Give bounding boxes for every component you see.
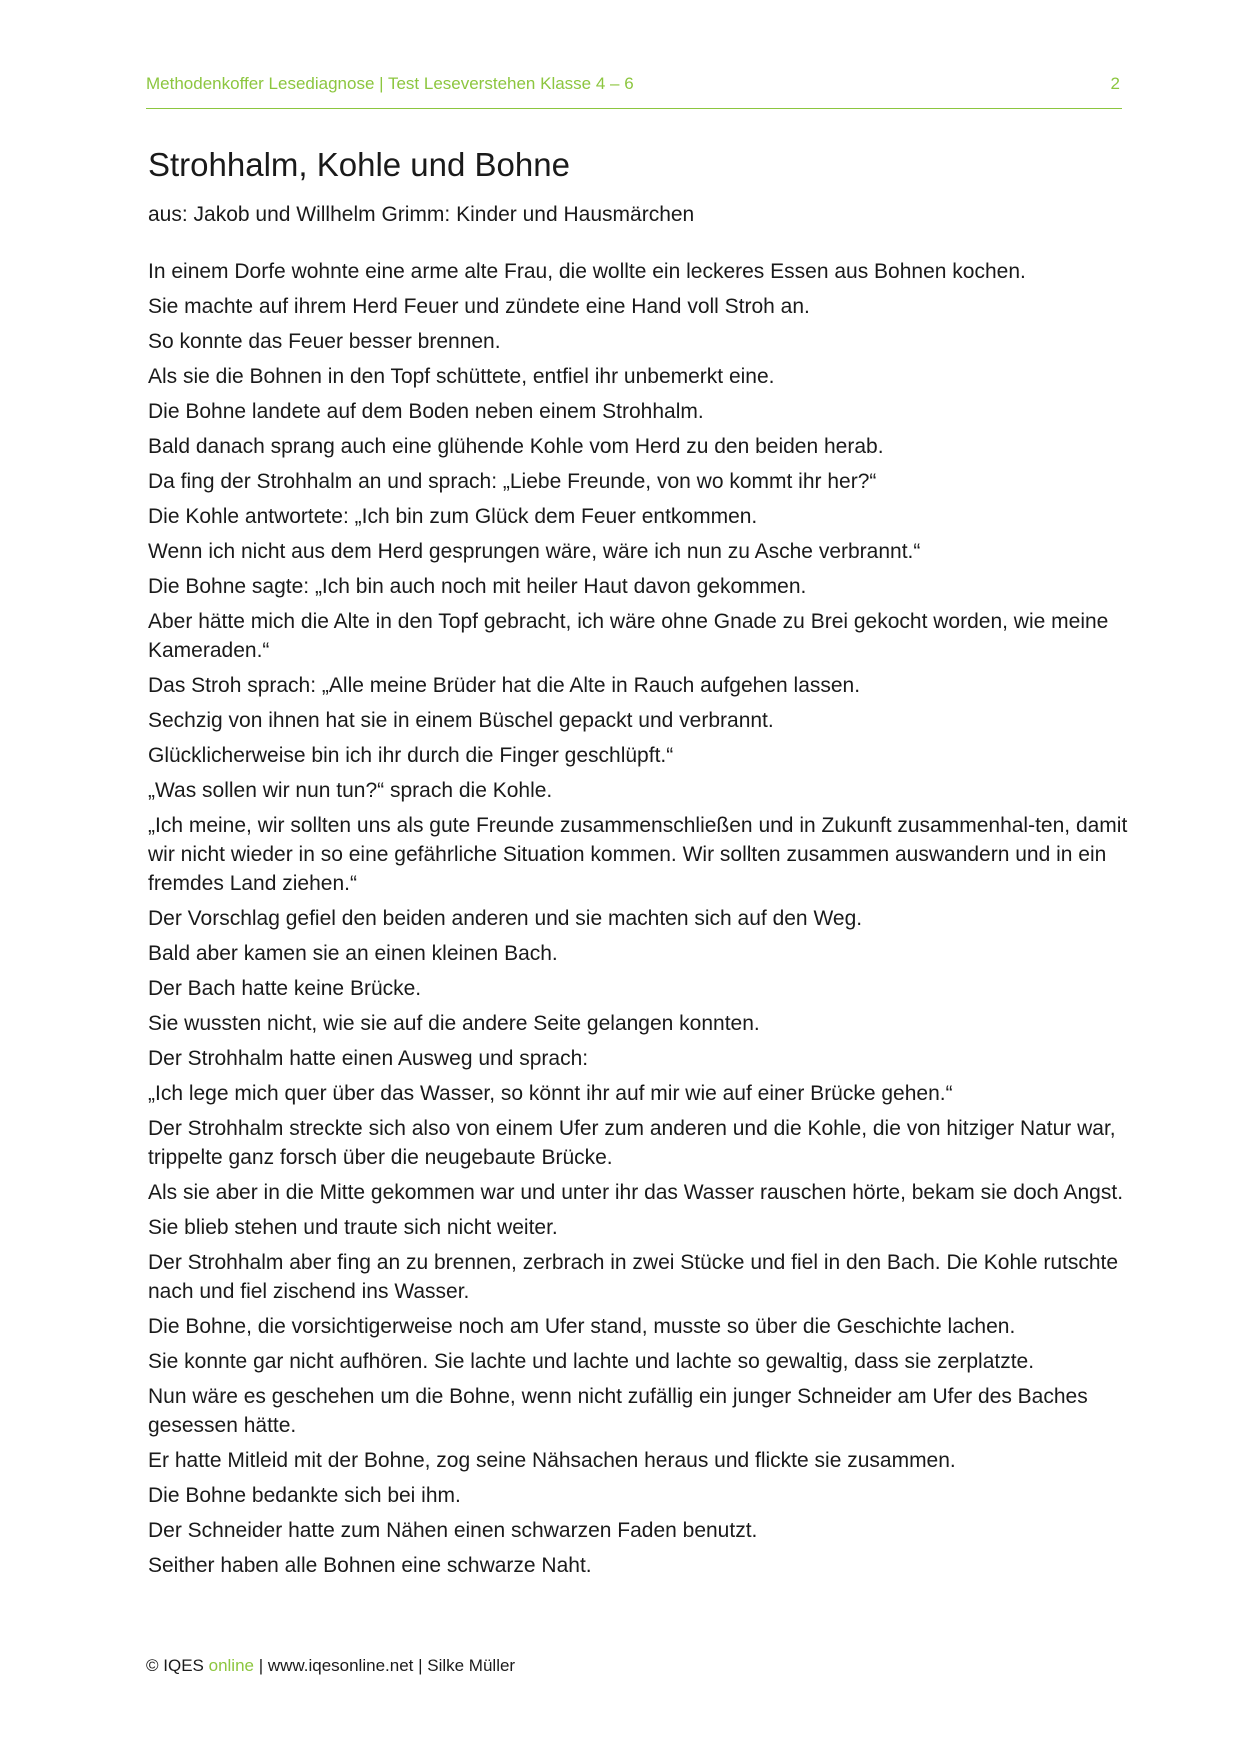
story-paragraph: „Ich meine, wir sollten uns als gute Freunde zusammenschließen und in Zukunft zusammenhal-ten, damit wir nicht wieder in so eine gefährliche Situation kommen. Wir sollten zusammen auswandern und in ein fremdes Land ziehen.“ (148, 814, 1128, 895)
document-subtitle: aus: Jakob und Willhelm Grimm: Kinder und Hausmärchen (148, 203, 695, 226)
story-paragraph: „Ich lege mich quer über das Wasser, so könnt ihr auf mir wie auf einer Brücke gehen.“ (148, 1082, 953, 1105)
header-title: Methodenkoffer Lesediagnose | Test Leseverstehen Klasse 4 – 6 (146, 74, 634, 93)
story-paragraph: Der Strohhalm aber fing an zu brennen, zerbrach in zwei Stücke und fiel in den Bach. Die Kohle rutschte nach und fiel zischend ins Wasser. (148, 1251, 1119, 1303)
story-paragraph: Glücklicherweise bin ich ihr durch die Finger geschlüpft.“ (148, 744, 674, 767)
story-paragraph: Wenn ich nicht aus dem Herd gesprungen wäre, wäre ich nun zu Asche verbrannt.“ (148, 540, 921, 563)
footer-copyright: © IQES (146, 1656, 204, 1675)
story-paragraph: Der Vorschlag gefiel den beiden anderen und sie machten sich auf den Weg. (148, 907, 863, 930)
story-paragraph: Als sie aber in die Mitte gekommen war und unter ihr das Wasser rauschen hörte, bekam sie doch Angst. (148, 1181, 1124, 1204)
story-paragraph: Sechzig von ihnen hat sie in einem Büschel gepackt und verbrannt. (148, 709, 774, 732)
footer-brand-online: online (208, 1656, 254, 1675)
story-paragraph: Sie konnte gar nicht aufhören. Sie lachte und lachte und lachte so gewaltig, dass sie zerplatzte. (148, 1350, 1035, 1373)
page-number: 2 (1110, 74, 1120, 93)
story-paragraph: Das Stroh sprach: „Alle meine Brüder hat die Alte in Rauch aufgehen lassen. (148, 674, 861, 697)
story-paragraph: So konnte das Feuer besser brennen. (148, 330, 501, 353)
story-paragraph: Als sie die Bohnen in den Topf schüttete, entfiel ihr unbemerkt eine. (148, 365, 775, 388)
story-paragraph: Aber hätte mich die Alte in den Topf gebracht, ich wäre ohne Gnade zu Brei gekocht worden, wie meine Kameraden.“ (148, 610, 1109, 662)
story-paragraph: In einem Dorfe wohnte eine arme alte Frau, die wollte ein leckeres Essen aus Bohnen kochen. (148, 260, 1026, 283)
story-paragraph: Der Schneider hatte zum Nähen einen schwarzen Faden benutzt. (148, 1519, 758, 1542)
document-title: Strohhalm, Kohle und Bohne (148, 146, 570, 183)
story-paragraph: Die Bohne, die vorsichtigerweise noch am Ufer stand, musste so über die Geschichte lachen. (148, 1315, 1016, 1338)
story-paragraph: Der Strohhalm streckte sich also von einem Ufer zum anderen und die Kohle, die von hitziger Natur war, trippelte ganz forsch über die neugebaute Brücke. (148, 1117, 1116, 1169)
story-paragraph: Die Kohle antwortete: „Ich bin zum Glück dem Feuer entkommen. (148, 505, 758, 528)
story-text (148, 257, 1128, 1586)
story-paragraph: „Was sollen wir nun tun?“ sprach die Kohle. (148, 779, 553, 802)
story-paragraph: Nun wäre es geschehen um die Bohne, wenn nicht zufällig ein junger Schneider am Ufer des Baches gesessen hätte. (148, 1385, 1088, 1437)
story-paragraph: Bald aber kamen sie an einen kleinen Bach. (148, 942, 558, 965)
story-paragraph: Er hatte Mitleid mit der Bohne, zog seine Nähsachen heraus und flickte sie zusammen. (148, 1449, 956, 1472)
story-paragraph: Die Bohne landete auf dem Boden neben einem Strohhalm. (148, 400, 704, 423)
story-paragraph: Die Bohne bedankte sich bei ihm. (148, 1484, 461, 1507)
story-paragraph: Bald danach sprang auch eine glühende Kohle vom Herd zu den beiden herab. (148, 435, 884, 458)
page-header (146, 74, 1122, 109)
story-paragraph: Der Strohhalm hatte einen Ausweg und sprach: (148, 1047, 589, 1070)
story-paragraph: Da fing der Strohhalm an und sprach: „Liebe Freunde, von wo kommt ihr her?“ (148, 470, 877, 493)
story-paragraph: Sie machte auf ihrem Herd Feuer und zündete eine Hand voll Stroh an. (148, 295, 810, 318)
story-paragraph: Der Bach hatte keine Brücke. (148, 977, 422, 1000)
story-paragraph: Sie blieb stehen und traute sich nicht weiter. (148, 1216, 558, 1239)
footer-details: | www.iqesonline.net | Silke Müller (253, 1656, 516, 1675)
story-paragraph: Sie wussten nicht, wie sie auf die andere Seite gelangen konnten. (148, 1012, 760, 1035)
story-paragraph: Die Bohne sagte: „Ich bin auch noch mit heiler Haut davon gekommen. (148, 575, 807, 598)
page-footer (146, 1656, 515, 1676)
story-paragraph: Seither haben alle Bohnen eine schwarze Naht. (148, 1554, 592, 1577)
